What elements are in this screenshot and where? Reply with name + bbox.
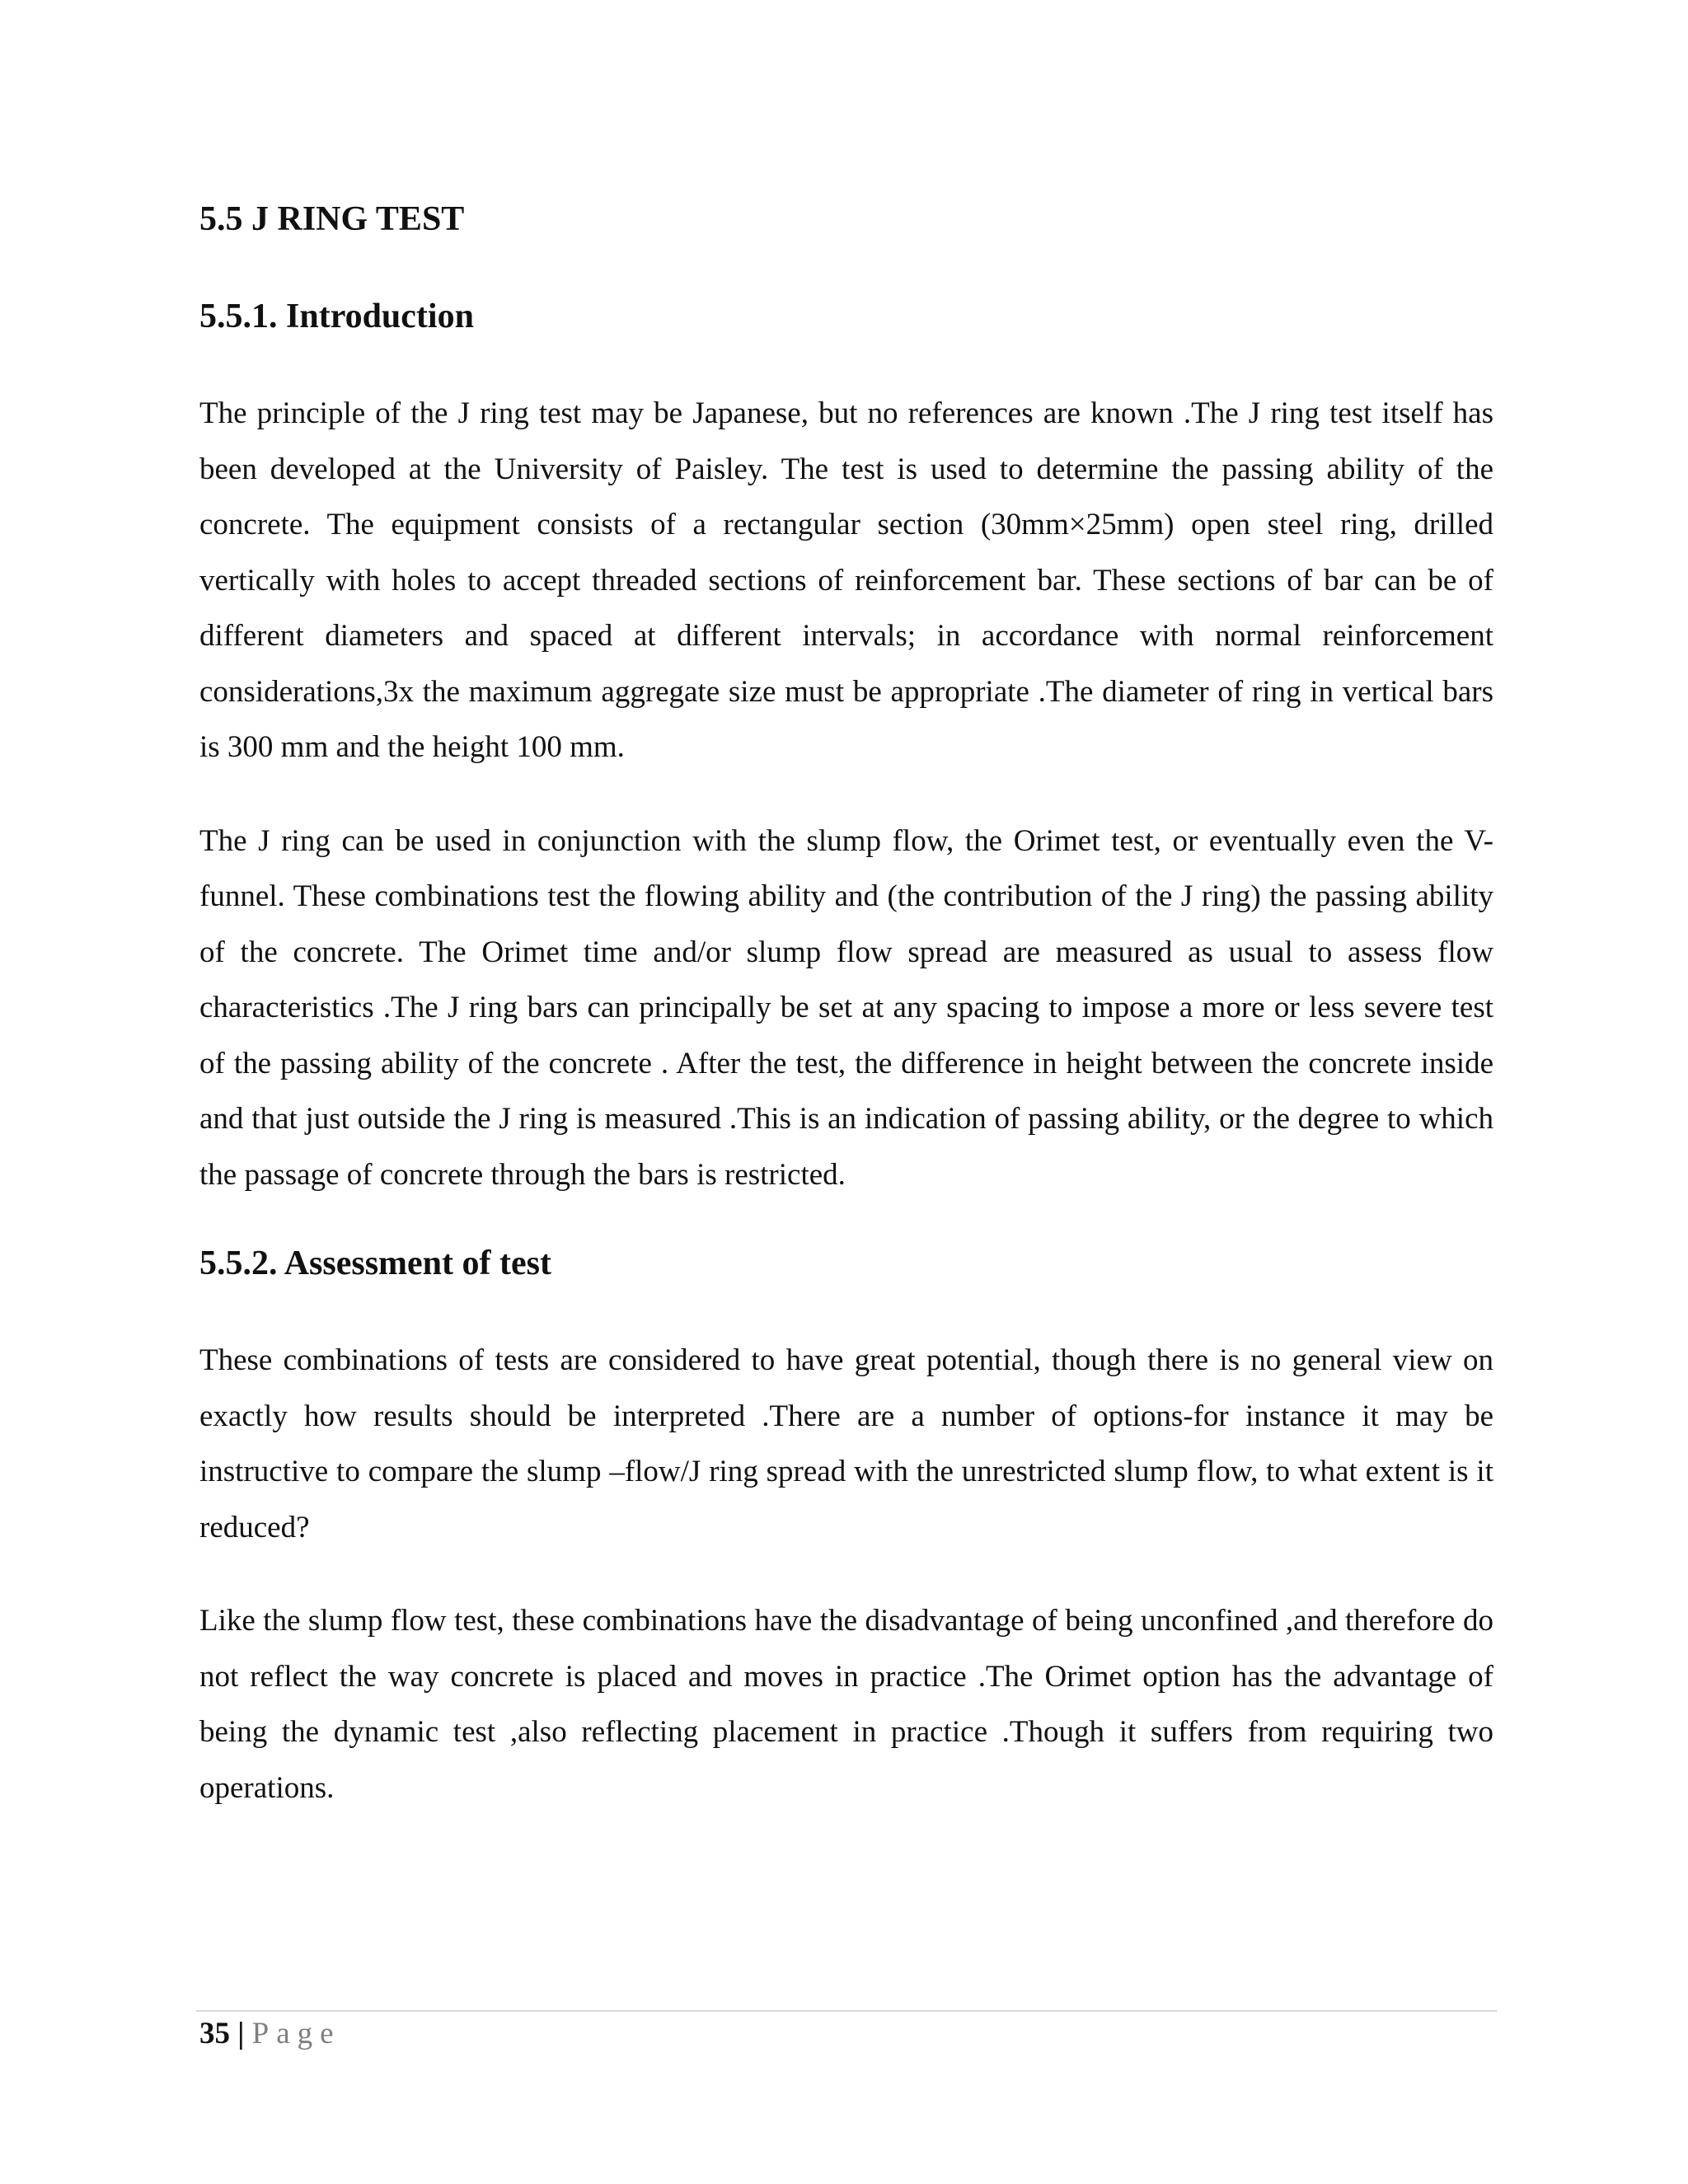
introduction-heading: 5.5.1. Introduction: [199, 298, 474, 335]
assessment-heading: 5.5.2. Assessment of test: [199, 1244, 551, 1282]
assessment-paragraph-1: These combinations of tests are considered to have great potential, though there is no general view on exactly how results should be interpreted .There are a number of options-for instance it may be instructive to compare the slump –flow/J ring spread with the unrestricted slump flow, to what extent is it reduced?: [199, 1343, 1493, 1544]
introduction-paragraph-2: The J ring can be used in conjunction with the slump flow, the Orimet test, or eventually even the V-funnel. These combinations test the flowing ability and (the contribution of the J ring) the passing ability of the concrete. The Orimet time and/or slump flow spread are measured as usual to assess flow characteristics .The J ring bars can principally be set at any spacing to impose a more or less severe test of the passing ability of the concrete . After the test, the difference in height between the concrete inside and that just outside the J ring is measured .This is an indication of passing ability, or the degree to which the passage of concrete through the bars is restricted.: [199, 823, 1493, 1192]
introduction-paragraph-1: The principle of the J ring test may be Japanese, but no references are known .The J ring test itself has been developed at the University of Paisley. The test is used to determine the passing ability of the concrete. The equipment consists of a rectangular section (30mm×25mm) open steel ring, drilled vertically with holes to accept threaded sections of reinforcement bar. These sections of bar can be of different diameters and spaced at different intervals; in accordance with normal reinforcement considerations,3x the maximum aggregate size must be appropriate .The diameter of ring in vertical bars is 300 mm and the height 100 mm.: [199, 396, 1493, 764]
page-number: 35: [199, 2017, 230, 2050]
footer-separator: |: [237, 2017, 245, 2050]
page-label: Page: [251, 2017, 341, 2050]
assessment-paragraph-2: Like the slump flow test, these combinations have the disadvantage of being unconfined ,and therefore do not reflect the way concrete is placed and moves in practice .The Orimet option has the advantage of being the dynamic test ,also reflecting placement in practice .Though it suffers from requiring two operations.: [199, 1604, 1493, 1805]
page-content: [199, 196, 1493, 1854]
section-title: 5.5 J RING TEST: [199, 200, 465, 238]
footer-divider: [196, 2010, 1497, 2012]
page-footer: [199, 2011, 341, 2057]
